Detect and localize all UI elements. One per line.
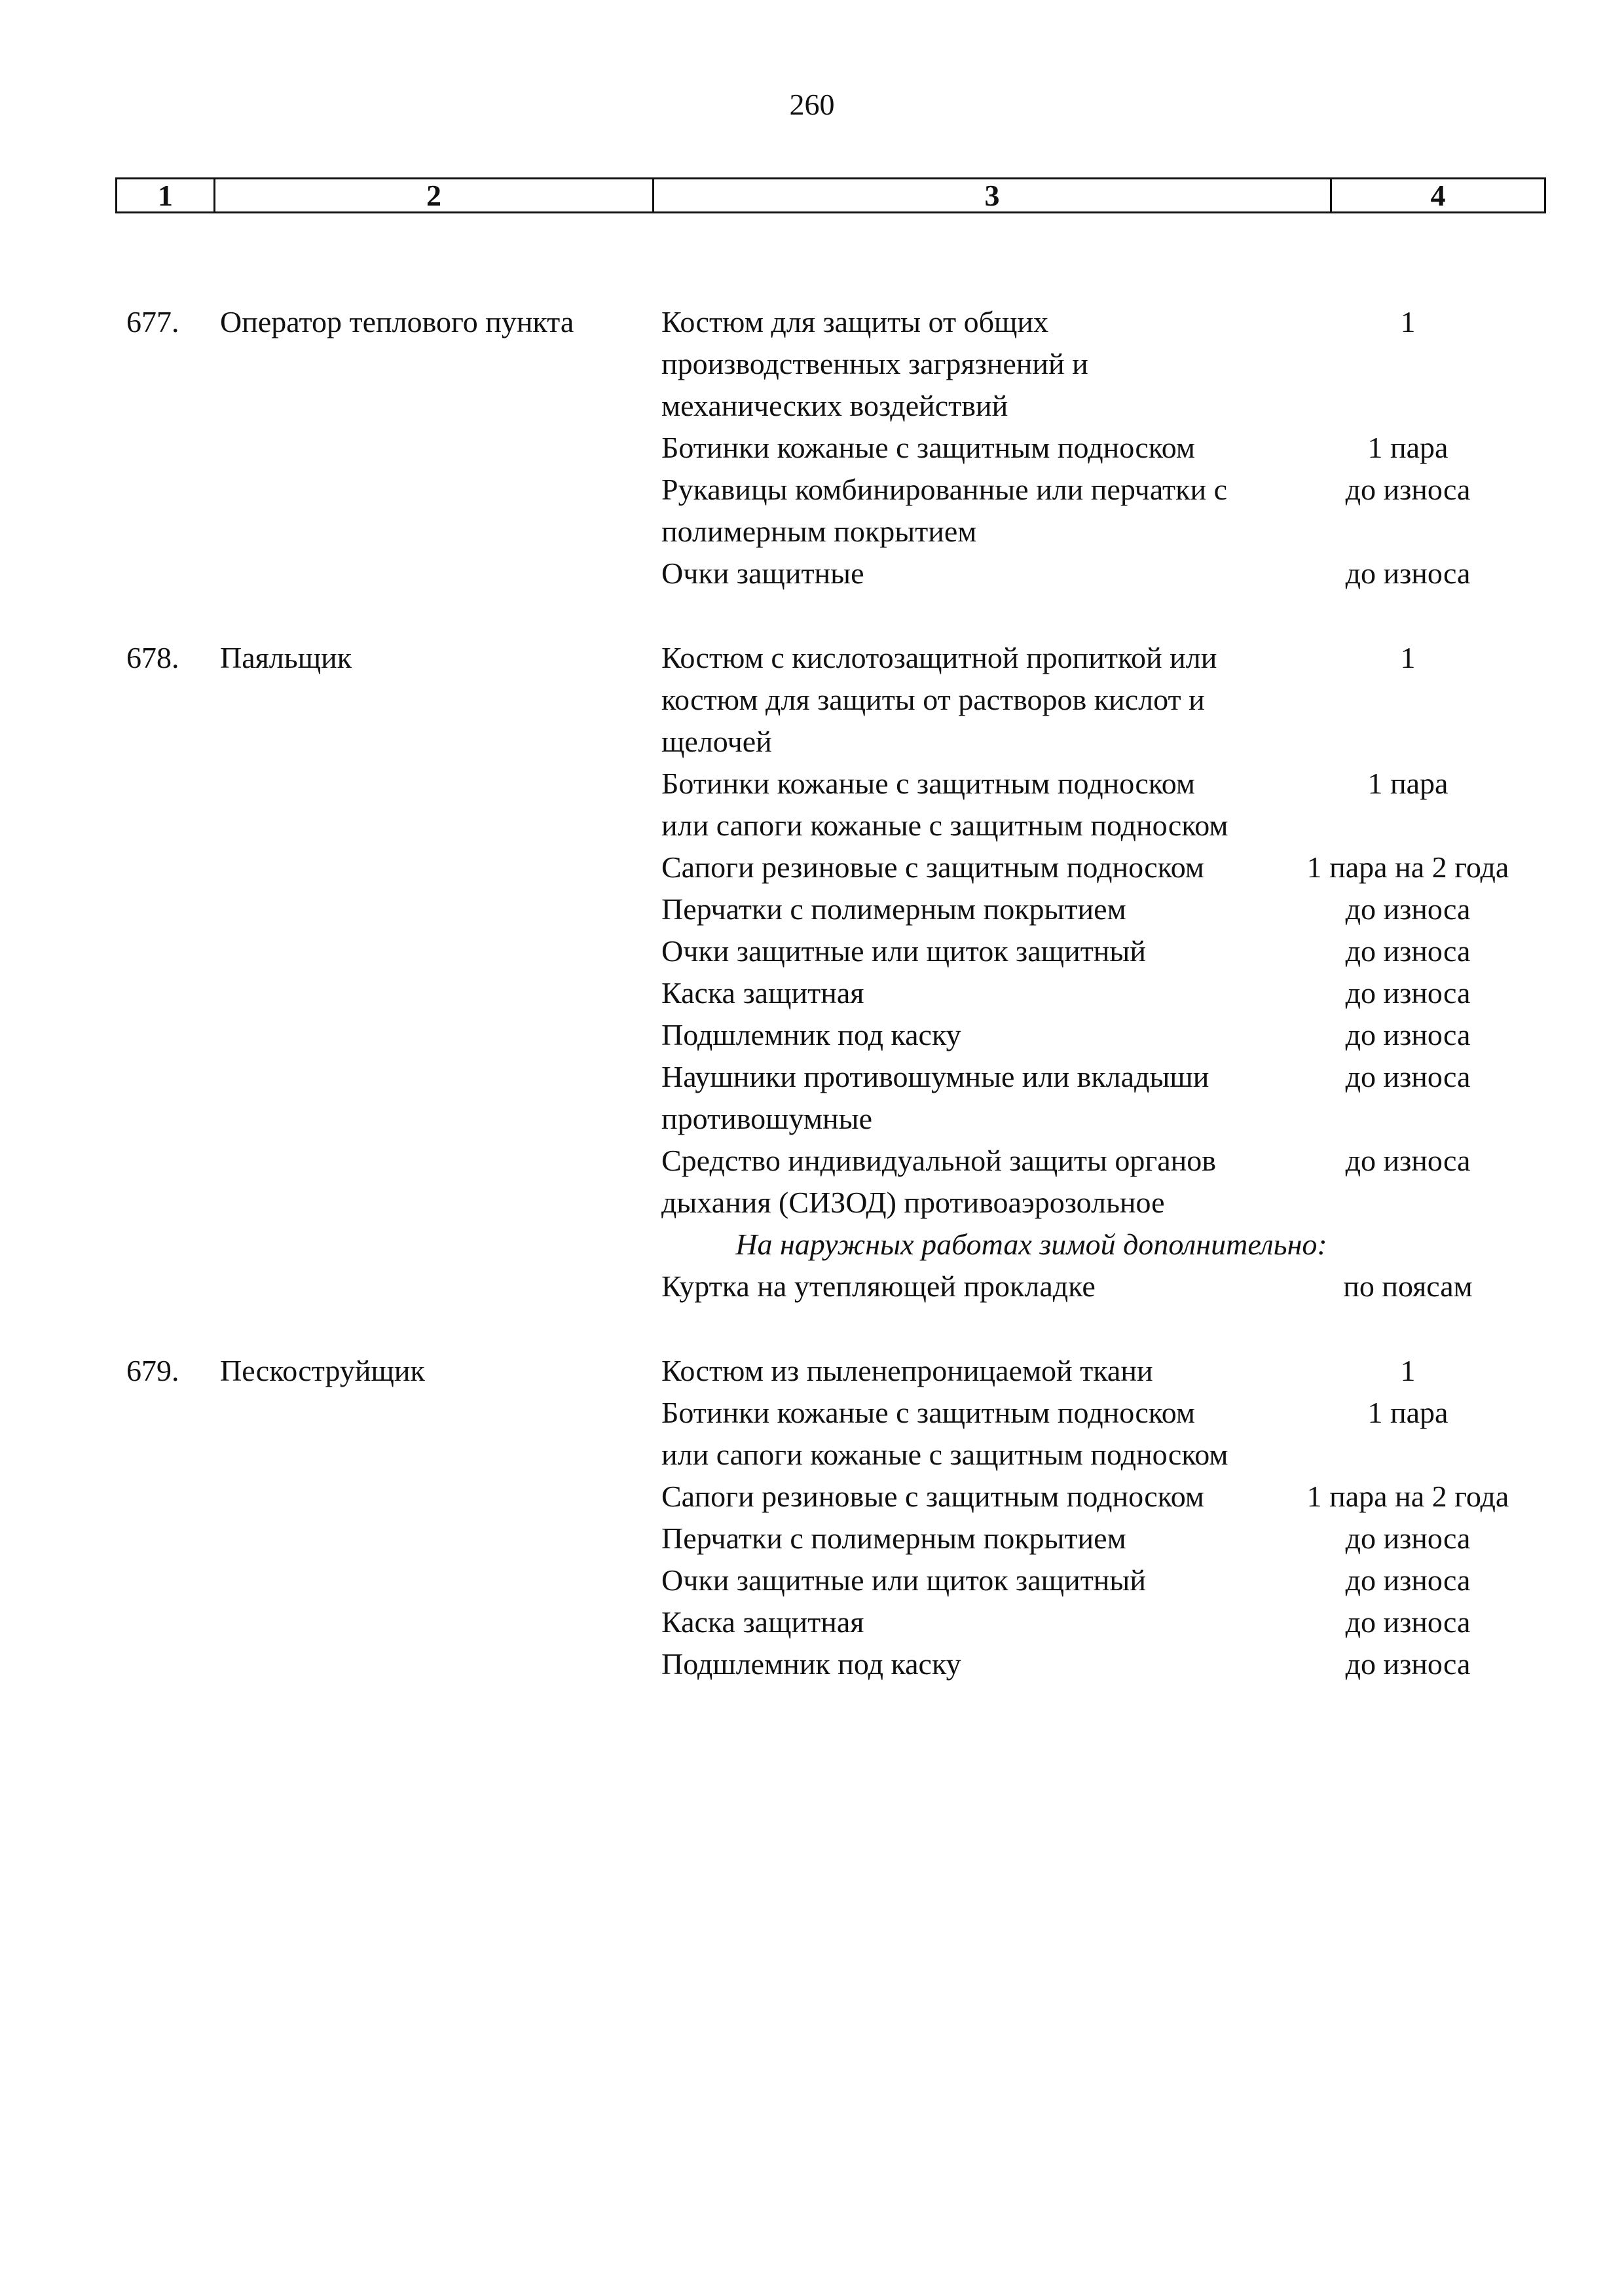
- ppe-item: [661, 930, 1559, 972]
- ppe-item: [661, 553, 1559, 594]
- entry-678: [0, 637, 1624, 1307]
- ppe-item-norm: 1: [1400, 641, 1416, 674]
- ppe-item-norm: до износа: [1345, 892, 1471, 926]
- ppe-item-norm: 1: [1400, 1354, 1416, 1387]
- ppe-item-name: Средство индивидуальной защиты органов дыхания (СИЗОД) противоаэрозольное: [661, 1144, 1216, 1219]
- entry-number: 678.: [126, 641, 179, 674]
- ppe-item: [661, 1559, 1559, 1601]
- ppe-item: [661, 1350, 1559, 1392]
- ppe-item-name: Каска защитная: [661, 1605, 864, 1639]
- column-header-1: 1: [117, 179, 215, 211]
- ppe-items: [661, 301, 1559, 594]
- ppe-item-norm: до износа: [1345, 1018, 1471, 1051]
- entries-list: [0, 301, 1624, 1728]
- ppe-item-name: Подшлемник под каску: [661, 1647, 961, 1681]
- profession-name: Оператор теплового пункта: [220, 305, 574, 338]
- ppe-item-norm: 1 пара: [1367, 431, 1449, 464]
- ppe-item: [661, 1266, 1559, 1307]
- ppe-item: [661, 1476, 1559, 1518]
- ppe-item-name: Костюм из пыленепроницаемой ткани: [661, 1354, 1153, 1387]
- ppe-item: [661, 1392, 1559, 1476]
- ppe-item-name: Подшлемник под каску: [661, 1018, 961, 1051]
- ppe-item: [661, 637, 1559, 763]
- ppe-item-norm: до износа: [1345, 473, 1471, 506]
- ppe-item-norm: до износа: [1345, 1522, 1471, 1555]
- ppe-item-name: Ботинки кожаные с защитным подноском: [661, 431, 1196, 464]
- profession-name: Паяльщик: [220, 641, 352, 674]
- ppe-item-name: Перчатки с полимерным покрытием: [661, 1522, 1126, 1555]
- ppe-item: [661, 1643, 1559, 1685]
- ppe-item-norm: 1 пара на 2 года: [1306, 850, 1509, 884]
- ppe-item: [661, 301, 1559, 427]
- ppe-item-name: Каска защитная: [661, 976, 864, 1010]
- ppe-item-name: Рукавицы комбинированные или перчатки с полимерным покрытием: [661, 473, 1228, 548]
- ppe-item-name: Ботинки кожаные с защитным подноском или сапоги кожаные с защитным подноском: [661, 1396, 1228, 1471]
- ppe-item: [661, 1056, 1559, 1140]
- ppe-item: [661, 469, 1559, 553]
- ppe-item: [661, 972, 1559, 1014]
- ppe-item: [661, 763, 1559, 847]
- ppe-item-name: Ботинки кожаные с защитным подноском или сапоги кожаные с защитным подноском: [661, 767, 1228, 842]
- ppe-item-name: Очки защитные или щиток защитный: [661, 934, 1146, 968]
- ppe-item-norm: до износа: [1345, 934, 1471, 968]
- ppe-item-norm: до износа: [1345, 1647, 1471, 1681]
- ppe-item-norm: 1 пара: [1367, 767, 1449, 800]
- ppe-items: [661, 1350, 1559, 1685]
- ppe-item: [661, 1014, 1559, 1056]
- ppe-item-norm: до износа: [1345, 1605, 1471, 1639]
- entry-number: 679.: [126, 1354, 179, 1387]
- ppe-item-norm: до износа: [1345, 976, 1471, 1010]
- ppe-item: [661, 427, 1559, 469]
- ppe-item: [661, 1518, 1559, 1559]
- ppe-item-name: Костюм с кислотозащитной пропиткой или костюм для защиты от растворов кислот и щелочей: [661, 641, 1217, 758]
- ppe-item-norm: 1: [1400, 305, 1416, 338]
- entry-number: 677.: [126, 305, 179, 338]
- ppe-item-name: Сапоги резиновые с защитным подноском: [661, 1480, 1204, 1513]
- ppe-item: [661, 1140, 1559, 1224]
- entry-679: [0, 1350, 1624, 1685]
- ppe-item-name: Сапоги резиновые с защитным подноском: [661, 850, 1204, 884]
- column-header-row: [115, 177, 1546, 213]
- page-number: 260: [789, 88, 835, 121]
- ppe-item-name: Очки защитные: [661, 556, 864, 590]
- ppe-item-norm: 1 пара: [1367, 1396, 1449, 1429]
- profession-name: Пескоструйщик: [220, 1354, 425, 1387]
- column-header-3: 3: [654, 179, 1332, 211]
- ppe-item-name: Очки защитные или щиток защитный: [661, 1563, 1146, 1597]
- ppe-item-norm: до износа: [1345, 1563, 1471, 1597]
- ppe-items: [661, 637, 1559, 1307]
- ppe-item-norm: до износа: [1345, 556, 1471, 590]
- ppe-item-name: Костюм для защиты от общих производственных загрязнений и механических воздействий: [661, 305, 1088, 422]
- column-header-2: 2: [215, 179, 654, 211]
- ppe-item: [661, 1601, 1559, 1643]
- ppe-item-norm: до износа: [1345, 1060, 1471, 1093]
- ppe-item-name: Наушники противошумные или вкладыши противошумные: [661, 1060, 1209, 1135]
- winter-work-note: На наружных работах зимой дополнительно:: [735, 1228, 1327, 1261]
- ppe-item-norm: до износа: [1345, 1144, 1471, 1177]
- ppe-item-norm: 1 пара на 2 года: [1306, 1480, 1509, 1513]
- ppe-item: [661, 847, 1559, 888]
- column-header-4: 4: [1430, 179, 1446, 212]
- ppe-item-name: Куртка на утепляющей прокладке: [661, 1269, 1096, 1303]
- ppe-item-norm: по поясам: [1343, 1269, 1473, 1303]
- ppe-item: [661, 888, 1559, 930]
- ppe-item-name: Перчатки с полимерным покрытием: [661, 892, 1126, 926]
- entry-677: [0, 301, 1624, 594]
